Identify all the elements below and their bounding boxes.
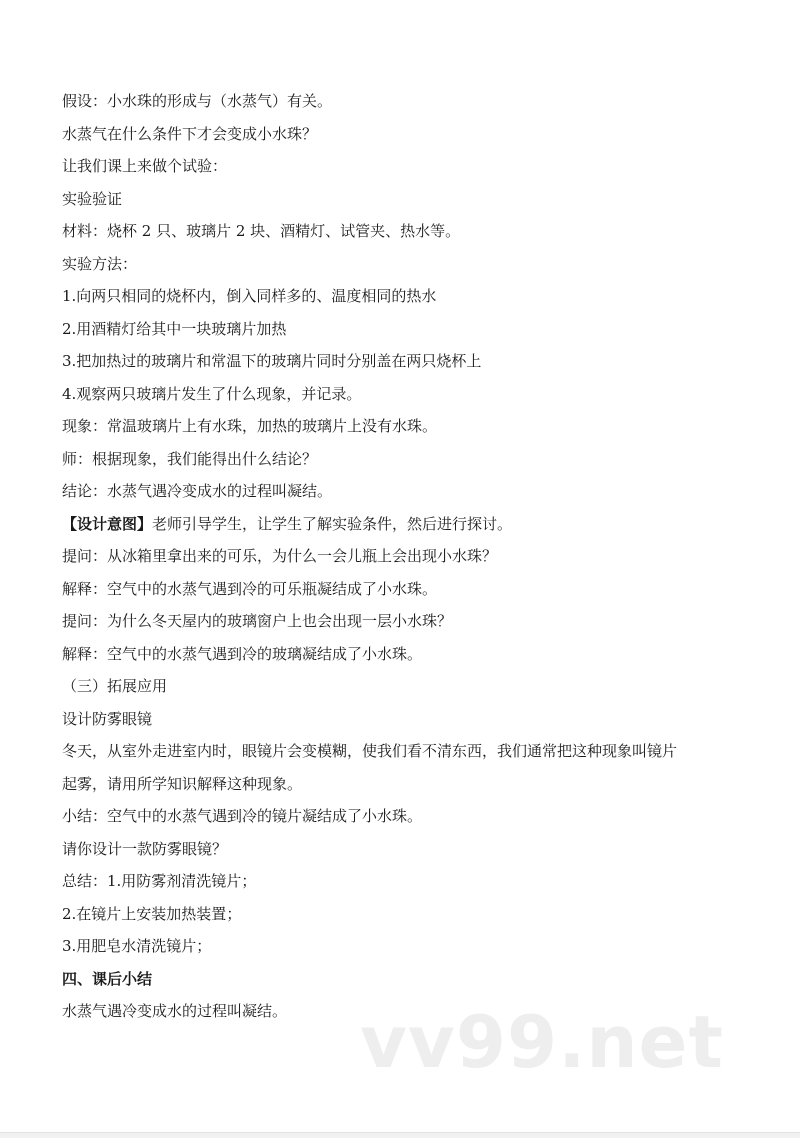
final-summary-line: 水蒸气遇冷变成水的过程叫凝结。 bbox=[62, 1002, 288, 1020]
extension-heading: （三）拓展应用 bbox=[62, 677, 168, 695]
question-cola-line: 提问：从冰箱里拿出来的可乐，为什么一会儿瓶上会出现小水珠？ bbox=[62, 547, 498, 565]
explanation-cola-line: 解释：空气中的水蒸气遇到冷的可乐瓶凝结成了小水珠。 bbox=[62, 579, 438, 598]
experiment-verification-heading: 实验验证 bbox=[62, 189, 123, 208]
watermark-text: vv99.net bbox=[360, 1000, 724, 1084]
winter-paragraph-line-1: 冬天，从室外走进室内时，眼镜片会变模糊，使我们看不清东西，我们通常把这种现象叫镜片 bbox=[62, 742, 678, 760]
explanation-window-line: 解释：空气中的水蒸气遇到冷的玻璃凝结成了小水珠。 bbox=[62, 644, 423, 663]
winter-paragraph-line-2: 起雾，请用所学知识解释这种现象。 bbox=[62, 774, 303, 793]
phenomenon-line: 现象：常温玻璃片上有水珠，加热的玻璃片上没有水珠。 bbox=[62, 417, 438, 435]
question-line: 水蒸气在什么条件下才会变成小水珠？ bbox=[62, 124, 318, 143]
design-intent-line bbox=[62, 508, 742, 541]
method-step-1: 1.向两只相同的烧杯内，倒入同样多的、温度相同的热水 bbox=[62, 287, 437, 305]
method-step-4: 4.观察两只玻璃片发生了什么现象，并记录。 bbox=[62, 384, 362, 403]
summary-item-2: 2.在镜片上安装加热装置； bbox=[62, 904, 242, 923]
design-intent-label: 【设计意图】 bbox=[62, 514, 153, 533]
anti-fog-glasses-heading: 设计防雾眼镜 bbox=[62, 709, 153, 728]
summary-item-3: 3.用肥皂水清洗镜片； bbox=[62, 937, 212, 955]
method-step-2: 2.用酒精灯给其中一块玻璃片加热 bbox=[62, 319, 287, 338]
method-step-3: 3.把加热过的玻璃片和常温下的玻璃片同时分别盖在两只烧杯上 bbox=[62, 352, 482, 370]
document-body bbox=[62, 85, 742, 1028]
experiment-intro-line: 让我们课上来做个试验： bbox=[62, 157, 228, 175]
question-window-line: 提问：为什么冬天屋内的玻璃窗户上也会出现一层小水珠？ bbox=[62, 612, 453, 630]
method-heading: 实验方法： bbox=[62, 254, 138, 273]
summary-item-1: 总结：1.用防雾剂清洗镜片； bbox=[62, 872, 257, 890]
summary-glasses-line: 小结：空气中的水蒸气遇到冷的镜片凝结成了小水珠。 bbox=[62, 807, 423, 825]
hypothesis-line: 假设：小水珠的形成与（水蒸气）有关。 bbox=[62, 92, 333, 110]
section-heading-after-class: 四、课后小结 bbox=[62, 969, 153, 988]
page-bottom-edge bbox=[0, 1132, 800, 1138]
conclusion-line: 结论：水蒸气遇冷变成水的过程叫凝结。 bbox=[62, 482, 333, 500]
design-intent-text: 老师引导学生，让学生了解实验条件，然后进行探讨。 bbox=[152, 514, 513, 533]
design-question-line: 请你设计一款防雾眼镜？ bbox=[62, 839, 228, 858]
teacher-question-line: 师：根据现象，我们能得出什么结论？ bbox=[62, 449, 318, 468]
materials-line: 材料：烧杯 2 只、玻璃片 2 块、酒精灯、试管夹、热水等。 bbox=[62, 222, 461, 240]
